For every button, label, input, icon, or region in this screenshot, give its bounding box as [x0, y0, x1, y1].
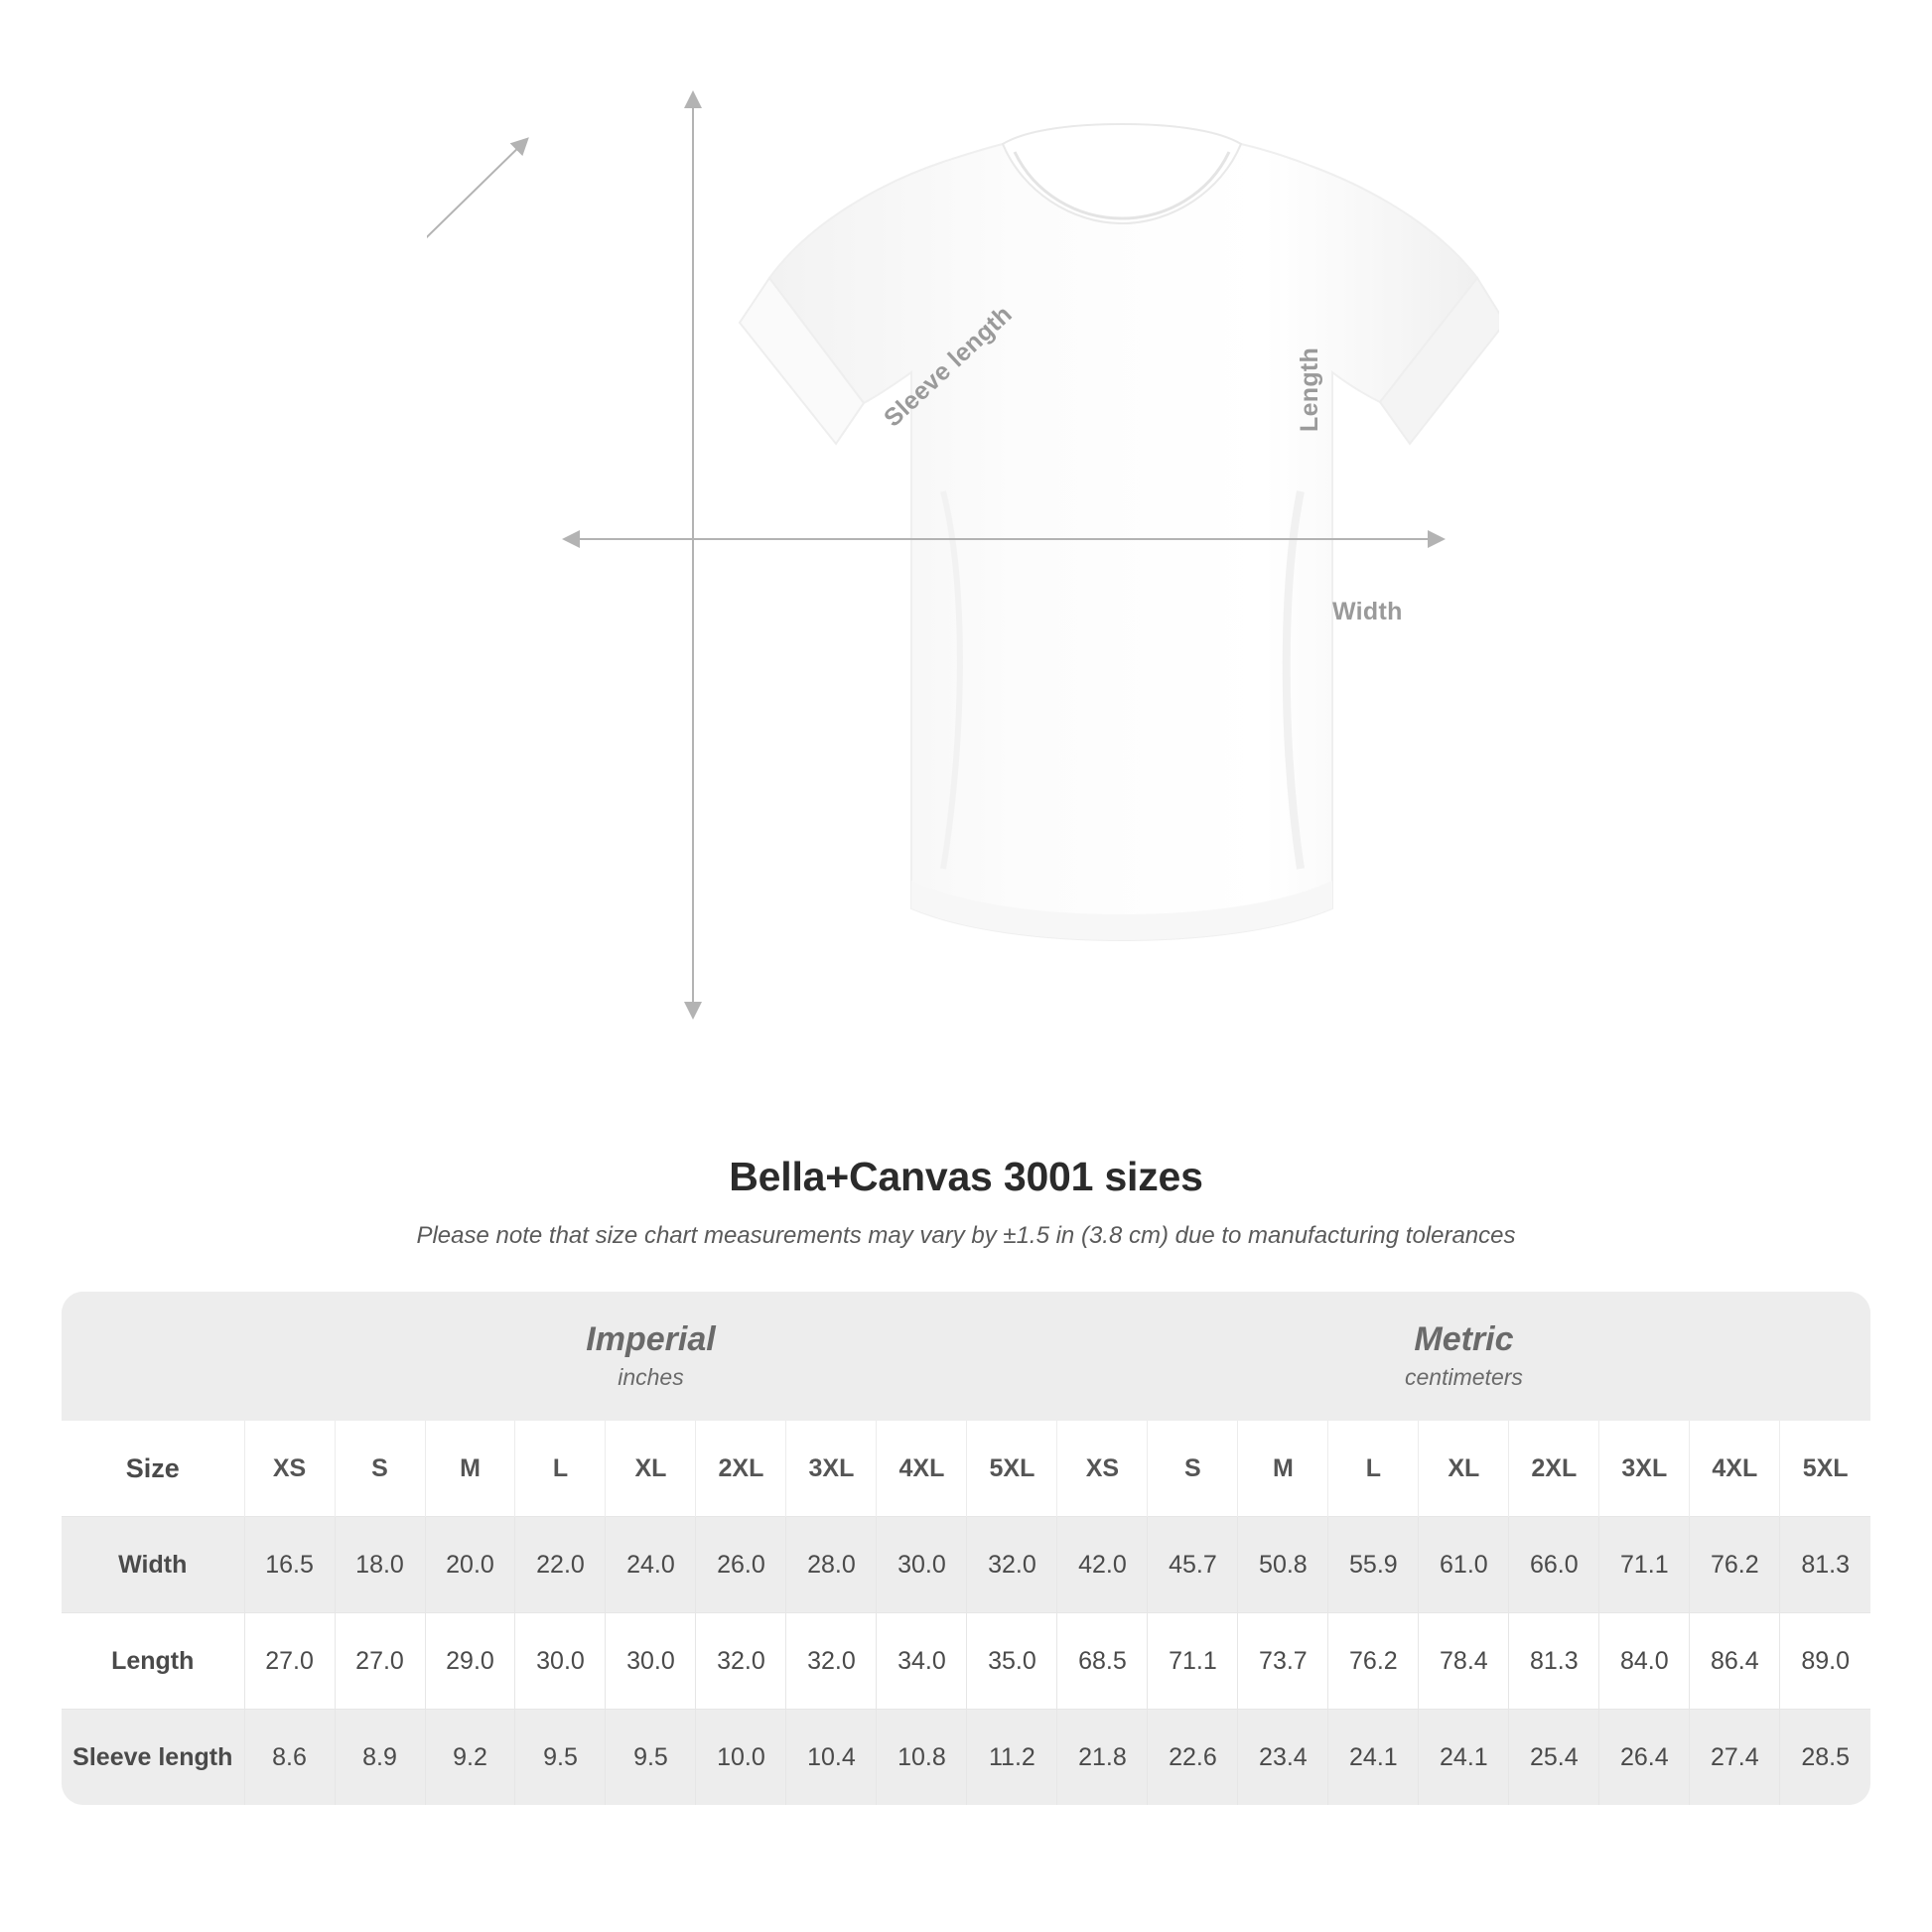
- unit-header-imperial: [244, 1292, 1057, 1421]
- table-cell: 66.0: [1509, 1517, 1599, 1613]
- imperial-sublabel: inches: [618, 1364, 684, 1390]
- table-cell: 30.0: [515, 1613, 606, 1710]
- size-header-cell: 2XL: [696, 1421, 786, 1517]
- table-cell: 81.3: [1509, 1613, 1599, 1710]
- size-header-cell: XL: [1419, 1421, 1509, 1517]
- size-header-cell: 3XL: [786, 1421, 877, 1517]
- table-cell: 32.0: [696, 1613, 786, 1710]
- table-cell: 8.6: [244, 1710, 335, 1806]
- size-header-cell: S: [1148, 1421, 1238, 1517]
- table-cell: 28.0: [786, 1517, 877, 1613]
- measurement-arrows-icon: [427, 74, 1499, 1057]
- size-header-row: [62, 1421, 1870, 1517]
- size-header-cell: 3XL: [1599, 1421, 1690, 1517]
- table-cell: 16.5: [244, 1517, 335, 1613]
- table-cell: 89.0: [1780, 1613, 1870, 1710]
- table-cell: 22.0: [515, 1517, 606, 1613]
- table-cell: 86.4: [1690, 1613, 1780, 1710]
- table-cell: 32.0: [967, 1517, 1057, 1613]
- table-cell: 24.1: [1328, 1710, 1419, 1806]
- size-table: [62, 1292, 1870, 1805]
- table-cell: 30.0: [606, 1613, 696, 1710]
- table-cell: 11.2: [967, 1710, 1057, 1806]
- table-cell: 10.0: [696, 1710, 786, 1806]
- tshirt-figure: [427, 74, 1499, 1057]
- sleeve-length-measure-label: Sleeve length: [879, 300, 1018, 433]
- table-cell: 9.5: [606, 1710, 696, 1806]
- table-cell: 27.4: [1690, 1710, 1780, 1806]
- table-row: [62, 1517, 1870, 1613]
- table-cell: 21.8: [1057, 1710, 1148, 1806]
- unit-header-metric: [1057, 1292, 1870, 1421]
- table-cell: 28.5: [1780, 1710, 1870, 1806]
- metric-label: Metric: [1414, 1319, 1514, 1358]
- page-title: Bella+Canvas 3001 sizes: [729, 1154, 1203, 1199]
- table-cell: 45.7: [1148, 1517, 1238, 1613]
- size-header-cell: L: [515, 1421, 606, 1517]
- metric-sublabel: centimeters: [1405, 1364, 1523, 1390]
- size-header-cell: XS: [244, 1421, 335, 1517]
- width-measure-label: Width: [1332, 598, 1403, 625]
- table-cell: 20.0: [425, 1517, 515, 1613]
- table-cell: 84.0: [1599, 1613, 1690, 1710]
- table-cell: 73.7: [1238, 1613, 1328, 1710]
- table-cell: 76.2: [1690, 1517, 1780, 1613]
- table-cell: 18.0: [335, 1517, 425, 1613]
- row-label: Length: [62, 1613, 244, 1710]
- table-cell: 22.6: [1148, 1710, 1238, 1806]
- table-cell: 55.9: [1328, 1517, 1419, 1613]
- size-header-cell: 4XL: [1690, 1421, 1780, 1517]
- size-header-cell: 2XL: [1509, 1421, 1599, 1517]
- table-cell: 34.0: [877, 1613, 967, 1710]
- table-cell: 27.0: [244, 1613, 335, 1710]
- size-header-cell: XS: [1057, 1421, 1148, 1517]
- table-cell: 35.0: [967, 1613, 1057, 1710]
- table-row: [62, 1613, 1870, 1710]
- table-cell: 26.0: [696, 1517, 786, 1613]
- table-cell: 9.5: [515, 1710, 606, 1806]
- imperial-label: Imperial: [586, 1319, 716, 1358]
- table-cell: 71.1: [1599, 1517, 1690, 1613]
- size-table-container: [62, 1292, 1870, 1805]
- table-row: [62, 1710, 1870, 1806]
- table-cell: 26.4: [1599, 1710, 1690, 1806]
- size-header-cell: L: [1328, 1421, 1419, 1517]
- table-cell: 25.4: [1509, 1710, 1599, 1806]
- size-header-cell: 4XL: [877, 1421, 967, 1517]
- table-cell: 71.1: [1148, 1613, 1238, 1710]
- table-cell: 42.0: [1057, 1517, 1148, 1613]
- table-cell: 78.4: [1419, 1613, 1509, 1710]
- size-header-cell: S: [335, 1421, 425, 1517]
- table-cell: 76.2: [1328, 1613, 1419, 1710]
- tolerance-note: Please note that size chart measurements may vary by ±1.5 in (3.8 cm) due to manufacturing tolerances: [416, 1222, 1516, 1249]
- table-cell: 24.0: [606, 1517, 696, 1613]
- table-cell: 10.8: [877, 1710, 967, 1806]
- size-header-cell: 5XL: [1780, 1421, 1870, 1517]
- table-cell: 10.4: [786, 1710, 877, 1806]
- size-header-cell: M: [1238, 1421, 1328, 1517]
- table-cell: 68.5: [1057, 1613, 1148, 1710]
- size-header-cell: XL: [606, 1421, 696, 1517]
- table-cell: 27.0: [335, 1613, 425, 1710]
- row-label: Width: [62, 1517, 244, 1613]
- table-cell: 9.2: [425, 1710, 515, 1806]
- table-cell: 32.0: [786, 1613, 877, 1710]
- size-header-label: Size: [62, 1421, 244, 1517]
- unit-header-spacer: [62, 1292, 244, 1421]
- table-cell: 30.0: [877, 1517, 967, 1613]
- table-cell: 24.1: [1419, 1710, 1509, 1806]
- size-header-cell: 5XL: [967, 1421, 1057, 1517]
- table-cell: 81.3: [1780, 1517, 1870, 1613]
- table-cell: 29.0: [425, 1613, 515, 1710]
- length-measure-label: Length: [1296, 346, 1323, 432]
- table-cell: 8.9: [335, 1710, 425, 1806]
- table-cell: 50.8: [1238, 1517, 1328, 1613]
- size-header-cell: M: [425, 1421, 515, 1517]
- table-cell: 61.0: [1419, 1517, 1509, 1613]
- table-cell: 23.4: [1238, 1710, 1328, 1806]
- title-block: [0, 1154, 1932, 1250]
- row-label: Sleeve length: [62, 1710, 244, 1806]
- unit-header-row: [62, 1292, 1870, 1421]
